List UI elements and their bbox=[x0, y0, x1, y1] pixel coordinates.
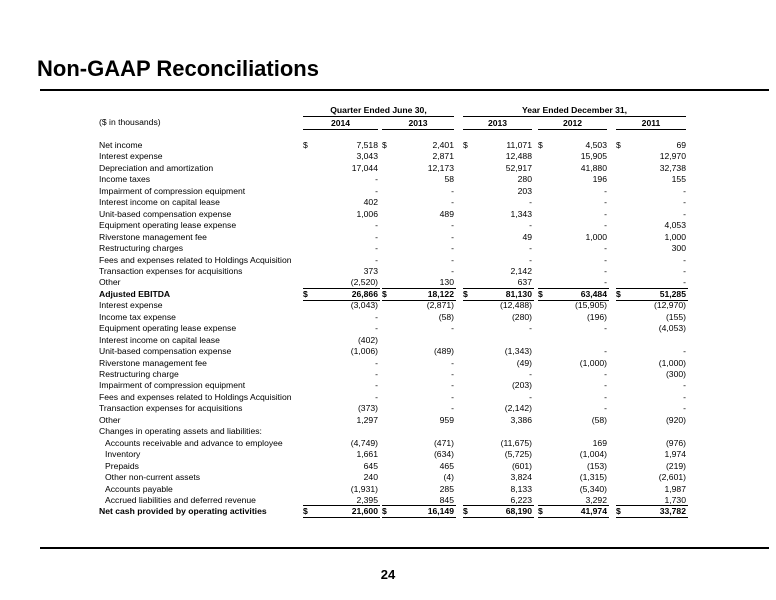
page-number: 24 bbox=[380, 567, 396, 582]
value-cell: - bbox=[451, 232, 454, 242]
row-label: Transaction expenses for acquisitions bbox=[99, 403, 243, 413]
row-label: Interest income on capital lease bbox=[99, 197, 220, 207]
value-cell: - bbox=[529, 243, 532, 253]
value-cell: - bbox=[375, 243, 378, 253]
table-row bbox=[0, 346, 776, 357]
value-cell: (1,004) bbox=[579, 449, 607, 459]
value-cell: 373 bbox=[363, 266, 378, 276]
value-cell: (2,520) bbox=[350, 277, 378, 287]
row-label: Accounts receivable and advance to employee bbox=[105, 438, 283, 448]
value-cell: - bbox=[604, 277, 607, 287]
value-cell: - bbox=[451, 186, 454, 196]
dollar-sign: $ bbox=[538, 140, 543, 150]
dollar-sign: $ bbox=[303, 140, 308, 150]
value-cell: - bbox=[529, 369, 532, 379]
table-row bbox=[0, 426, 776, 437]
value-cell: 58 bbox=[444, 174, 454, 184]
column-header-underline bbox=[463, 129, 532, 130]
group-header-year: Year Ended December 31, bbox=[521, 105, 628, 115]
row-label: Interest expense bbox=[99, 300, 163, 310]
column-header-underline bbox=[303, 129, 378, 130]
table-row bbox=[0, 449, 776, 460]
dollar-sign: $ bbox=[538, 289, 543, 299]
value-cell: - bbox=[604, 346, 607, 356]
unit-label: ($ in thousands) bbox=[99, 117, 161, 127]
value-cell: - bbox=[451, 358, 454, 368]
dollar-sign: $ bbox=[382, 506, 387, 516]
value-cell: - bbox=[451, 243, 454, 253]
value-cell: (4,749) bbox=[350, 438, 378, 448]
value-cell: - bbox=[529, 197, 532, 207]
value-cell: - bbox=[451, 380, 454, 390]
value-cell: - bbox=[451, 220, 454, 230]
value-cell: 1,343 bbox=[510, 209, 532, 219]
value-cell: 1,661 bbox=[356, 449, 378, 459]
value-cell: 959 bbox=[439, 415, 454, 425]
table-row bbox=[0, 140, 776, 151]
value-cell: - bbox=[683, 266, 686, 276]
value-cell: (58) bbox=[591, 415, 607, 425]
value-cell: (3,043) bbox=[350, 300, 378, 310]
value-cell: 11,071 bbox=[506, 140, 532, 150]
value-cell: - bbox=[375, 358, 378, 368]
dollar-sign: $ bbox=[463, 140, 468, 150]
row-label: Accrued liabilities and deferred revenue bbox=[105, 495, 256, 505]
value-cell: (489) bbox=[433, 346, 454, 356]
value-cell: 12,173 bbox=[427, 163, 454, 173]
column-header: 2011 bbox=[641, 118, 661, 128]
value-cell: (920) bbox=[665, 415, 686, 425]
row-label: Transaction expenses for acquisitions bbox=[99, 266, 243, 276]
value-cell: - bbox=[375, 392, 378, 402]
value-cell: 402 bbox=[363, 197, 378, 207]
value-cell: (4,053) bbox=[658, 323, 686, 333]
table-row bbox=[0, 186, 776, 197]
column-header-underline bbox=[616, 129, 686, 130]
value-cell: - bbox=[529, 220, 532, 230]
value-cell: 17,044 bbox=[351, 163, 378, 173]
value-cell: - bbox=[529, 392, 532, 402]
row-label: Fees and expenses related to Holdings Acquisition bbox=[99, 255, 292, 265]
row-label: Impairment of compression equipment bbox=[99, 186, 246, 196]
value-cell: (203) bbox=[511, 380, 532, 390]
value-cell: (601) bbox=[511, 461, 532, 471]
value-cell: 4,503 bbox=[585, 140, 607, 150]
value-cell: - bbox=[683, 186, 686, 196]
value-cell: 169 bbox=[592, 438, 607, 448]
value-cell: 18,122 bbox=[427, 289, 454, 299]
row-label: Interest income on capital lease bbox=[99, 335, 220, 345]
row-label: Accounts payable bbox=[105, 484, 173, 494]
value-cell: 845 bbox=[439, 495, 454, 505]
table-row bbox=[0, 197, 776, 208]
value-cell: (153) bbox=[586, 461, 607, 471]
value-cell: (1,343) bbox=[504, 346, 532, 356]
value-cell: 280 bbox=[517, 174, 532, 184]
value-cell: (976) bbox=[665, 438, 686, 448]
value-cell: 465 bbox=[439, 461, 454, 471]
row-label: Net cash provided by operating activities bbox=[99, 506, 267, 516]
row-label: Depreciation and amortization bbox=[99, 163, 214, 173]
value-cell: 240 bbox=[363, 472, 378, 482]
footer-divider bbox=[40, 547, 769, 549]
total-bottom-border bbox=[303, 517, 380, 518]
value-cell: 645 bbox=[363, 461, 378, 471]
value-cell: - bbox=[604, 403, 607, 413]
value-cell: 285 bbox=[439, 484, 454, 494]
row-label: Net income bbox=[99, 140, 143, 150]
row-label: Unit-based compensation expense bbox=[99, 346, 232, 356]
value-cell: - bbox=[604, 369, 607, 379]
row-label: Equipment operating lease expense bbox=[99, 220, 237, 230]
value-cell: 1,730 bbox=[664, 495, 686, 505]
value-cell: (1,000) bbox=[658, 358, 686, 368]
value-cell: 6,223 bbox=[510, 495, 532, 505]
value-cell: 49 bbox=[522, 232, 532, 242]
value-cell: - bbox=[683, 255, 686, 265]
value-cell: (634) bbox=[433, 449, 454, 459]
value-cell: 1,000 bbox=[585, 232, 607, 242]
column-header: 2013 bbox=[408, 118, 428, 128]
value-cell: 2,871 bbox=[432, 151, 454, 161]
value-cell: - bbox=[683, 403, 686, 413]
value-cell: 196 bbox=[592, 174, 607, 184]
value-cell: 68,190 bbox=[505, 506, 532, 516]
value-cell: - bbox=[375, 186, 378, 196]
table-row bbox=[0, 358, 776, 369]
table-row bbox=[0, 151, 776, 162]
group-header-quarter: Quarter Ended June 30, bbox=[330, 105, 427, 115]
title-divider bbox=[40, 89, 769, 91]
value-cell: - bbox=[604, 243, 607, 253]
row-label: Income tax expense bbox=[99, 312, 176, 322]
value-cell: 32,738 bbox=[659, 163, 686, 173]
table-row bbox=[0, 289, 776, 300]
row-label: Income taxes bbox=[99, 174, 151, 184]
value-cell: - bbox=[375, 232, 378, 242]
value-cell: 300 bbox=[671, 243, 686, 253]
row-label: Changes in operating assets and liabilities: bbox=[99, 426, 262, 436]
value-cell: - bbox=[451, 369, 454, 379]
page-title: Non-GAAP Reconciliations bbox=[37, 56, 319, 81]
value-cell: - bbox=[604, 380, 607, 390]
dollar-sign: $ bbox=[303, 506, 308, 516]
dollar-sign: $ bbox=[616, 506, 621, 516]
value-cell: (49) bbox=[516, 358, 532, 368]
dollar-sign: $ bbox=[463, 289, 468, 299]
table-row bbox=[0, 300, 776, 311]
value-cell: (58) bbox=[438, 312, 454, 322]
table-row bbox=[0, 266, 776, 277]
value-cell: (155) bbox=[665, 312, 686, 322]
value-cell: (12,488) bbox=[499, 300, 532, 310]
row-label: Interest expense bbox=[99, 151, 163, 161]
value-cell: 12,488 bbox=[505, 151, 532, 161]
value-cell: (196) bbox=[586, 312, 607, 322]
value-cell: (471) bbox=[433, 438, 454, 448]
total-bottom-border bbox=[538, 517, 609, 518]
value-cell: 7,518 bbox=[356, 140, 378, 150]
table-row bbox=[0, 484, 776, 495]
value-cell: 130 bbox=[439, 277, 454, 287]
value-cell: (4) bbox=[443, 472, 454, 482]
value-cell: - bbox=[683, 346, 686, 356]
row-label: Fees and expenses related to Holdings Acquisition bbox=[99, 392, 292, 402]
row-label: Restructuring charges bbox=[99, 243, 184, 253]
value-cell: 1,987 bbox=[664, 484, 686, 494]
value-cell: - bbox=[604, 266, 607, 276]
column-header-underline bbox=[538, 129, 607, 130]
table-row bbox=[0, 369, 776, 380]
value-cell: 2,395 bbox=[356, 495, 378, 505]
value-cell: (280) bbox=[511, 312, 532, 322]
value-cell: - bbox=[375, 255, 378, 265]
table-row bbox=[0, 323, 776, 334]
value-cell: (11,675) bbox=[500, 438, 532, 448]
value-cell: 3,386 bbox=[510, 415, 532, 425]
value-cell: - bbox=[683, 197, 686, 207]
value-cell: (1,931) bbox=[350, 484, 378, 494]
value-cell: 15,905 bbox=[580, 151, 607, 161]
value-cell: (1,006) bbox=[350, 346, 378, 356]
value-cell: - bbox=[683, 277, 686, 287]
value-cell: (2,601) bbox=[658, 472, 686, 482]
value-cell: (5,725) bbox=[504, 449, 532, 459]
table-row bbox=[0, 403, 776, 414]
table-row bbox=[0, 472, 776, 483]
value-cell: 41,880 bbox=[580, 163, 607, 173]
value-cell: - bbox=[529, 323, 532, 333]
value-cell: 16,149 bbox=[427, 506, 454, 516]
dollar-sign: $ bbox=[303, 289, 308, 299]
value-cell: (15,905) bbox=[574, 300, 607, 310]
value-cell: 1,006 bbox=[356, 209, 378, 219]
value-cell: (2,871) bbox=[426, 300, 454, 310]
table-row bbox=[0, 209, 776, 220]
value-cell: - bbox=[604, 197, 607, 207]
value-cell: (373) bbox=[357, 403, 378, 413]
value-cell: - bbox=[375, 220, 378, 230]
value-cell: 21,600 bbox=[351, 506, 378, 516]
value-cell: (12,970) bbox=[653, 300, 686, 310]
value-cell: - bbox=[604, 186, 607, 196]
total-bottom-border bbox=[382, 517, 456, 518]
column-header: 2013 bbox=[487, 118, 508, 128]
value-cell: - bbox=[604, 323, 607, 333]
value-cell: 26,866 bbox=[351, 289, 378, 299]
row-label: Other bbox=[99, 277, 121, 287]
value-cell: - bbox=[375, 380, 378, 390]
table-row bbox=[0, 312, 776, 323]
table-row bbox=[0, 380, 776, 391]
table-row bbox=[0, 392, 776, 403]
value-cell: - bbox=[451, 323, 454, 333]
value-cell: - bbox=[604, 209, 607, 219]
value-cell: - bbox=[375, 312, 378, 322]
value-cell: (1,000) bbox=[579, 358, 607, 368]
row-label: Riverstone management fee bbox=[99, 232, 207, 242]
value-cell: 12,970 bbox=[659, 151, 686, 161]
column-header: 2014 bbox=[330, 118, 351, 128]
value-cell: - bbox=[451, 255, 454, 265]
value-cell: 203 bbox=[517, 186, 532, 196]
table-row bbox=[0, 438, 776, 449]
table-row bbox=[0, 174, 776, 185]
value-cell: 69 bbox=[676, 140, 686, 150]
row-label: Impairment of compression equipment bbox=[99, 380, 246, 390]
column-header: 2012 bbox=[562, 118, 583, 128]
value-cell: - bbox=[604, 220, 607, 230]
value-cell: (300) bbox=[665, 369, 686, 379]
dollar-sign: $ bbox=[463, 506, 468, 516]
value-cell: - bbox=[529, 255, 532, 265]
row-label: Riverstone management fee bbox=[99, 358, 207, 368]
value-cell: - bbox=[375, 369, 378, 379]
table-row bbox=[0, 243, 776, 254]
value-cell: - bbox=[375, 323, 378, 333]
value-cell: 1,000 bbox=[664, 232, 686, 242]
value-cell: 63,484 bbox=[580, 289, 607, 299]
row-label: Unit-based compensation expense bbox=[99, 209, 232, 219]
dollar-sign: $ bbox=[538, 506, 543, 516]
table-row bbox=[0, 335, 776, 346]
value-cell: 489 bbox=[439, 209, 454, 219]
value-cell: (402) bbox=[357, 335, 378, 345]
value-cell: - bbox=[683, 209, 686, 219]
dollar-sign: $ bbox=[616, 289, 621, 299]
value-cell: (2,142) bbox=[504, 403, 532, 413]
value-cell: (219) bbox=[665, 461, 686, 471]
table-row bbox=[0, 255, 776, 266]
table-row bbox=[0, 220, 776, 231]
value-cell: - bbox=[451, 392, 454, 402]
value-cell: 155 bbox=[671, 174, 686, 184]
value-cell: 637 bbox=[517, 277, 532, 287]
row-label: Restructuring charge bbox=[99, 369, 179, 379]
table-row bbox=[0, 163, 776, 174]
value-cell: - bbox=[451, 266, 454, 276]
value-cell: 2,401 bbox=[432, 140, 454, 150]
table-row bbox=[0, 415, 776, 426]
value-cell: 1,974 bbox=[664, 449, 686, 459]
value-cell: - bbox=[451, 197, 454, 207]
value-cell: 1,297 bbox=[356, 415, 378, 425]
value-cell: 4,053 bbox=[664, 220, 686, 230]
value-cell: - bbox=[683, 392, 686, 402]
value-cell: 52,917 bbox=[505, 163, 532, 173]
value-cell: 33,782 bbox=[659, 506, 686, 516]
row-label: Other bbox=[99, 415, 121, 425]
dollar-sign: $ bbox=[616, 140, 621, 150]
total-bottom-border bbox=[616, 517, 688, 518]
row-label: Inventory bbox=[105, 449, 141, 459]
value-cell: - bbox=[375, 174, 378, 184]
table-row bbox=[0, 506, 776, 517]
value-cell: (1,315) bbox=[579, 472, 607, 482]
row-label: Other non-current assets bbox=[105, 472, 201, 482]
row-label: Adjusted EBITDA bbox=[99, 289, 171, 299]
column-header-underline bbox=[382, 129, 454, 130]
table-row bbox=[0, 277, 776, 288]
value-cell: 3,292 bbox=[585, 495, 607, 505]
dollar-sign: $ bbox=[382, 140, 387, 150]
value-cell: 3,824 bbox=[510, 472, 532, 482]
table-row bbox=[0, 232, 776, 243]
value-cell: 2,142 bbox=[510, 266, 532, 276]
dollar-sign: $ bbox=[382, 289, 387, 299]
row-label: Prepaids bbox=[105, 461, 139, 471]
value-cell: (5,340) bbox=[579, 484, 607, 494]
value-cell: 8,133 bbox=[510, 484, 532, 494]
value-cell: 81,130 bbox=[505, 289, 532, 299]
value-cell: - bbox=[604, 255, 607, 265]
table-row bbox=[0, 461, 776, 472]
value-cell: 3,043 bbox=[356, 151, 378, 161]
value-cell: 51,285 bbox=[659, 289, 686, 299]
value-cell: - bbox=[683, 380, 686, 390]
total-bottom-border bbox=[463, 517, 534, 518]
value-cell: 41,974 bbox=[580, 506, 607, 516]
row-label: Equipment operating lease expense bbox=[99, 323, 237, 333]
value-cell: - bbox=[604, 392, 607, 402]
value-cell: - bbox=[451, 403, 454, 413]
